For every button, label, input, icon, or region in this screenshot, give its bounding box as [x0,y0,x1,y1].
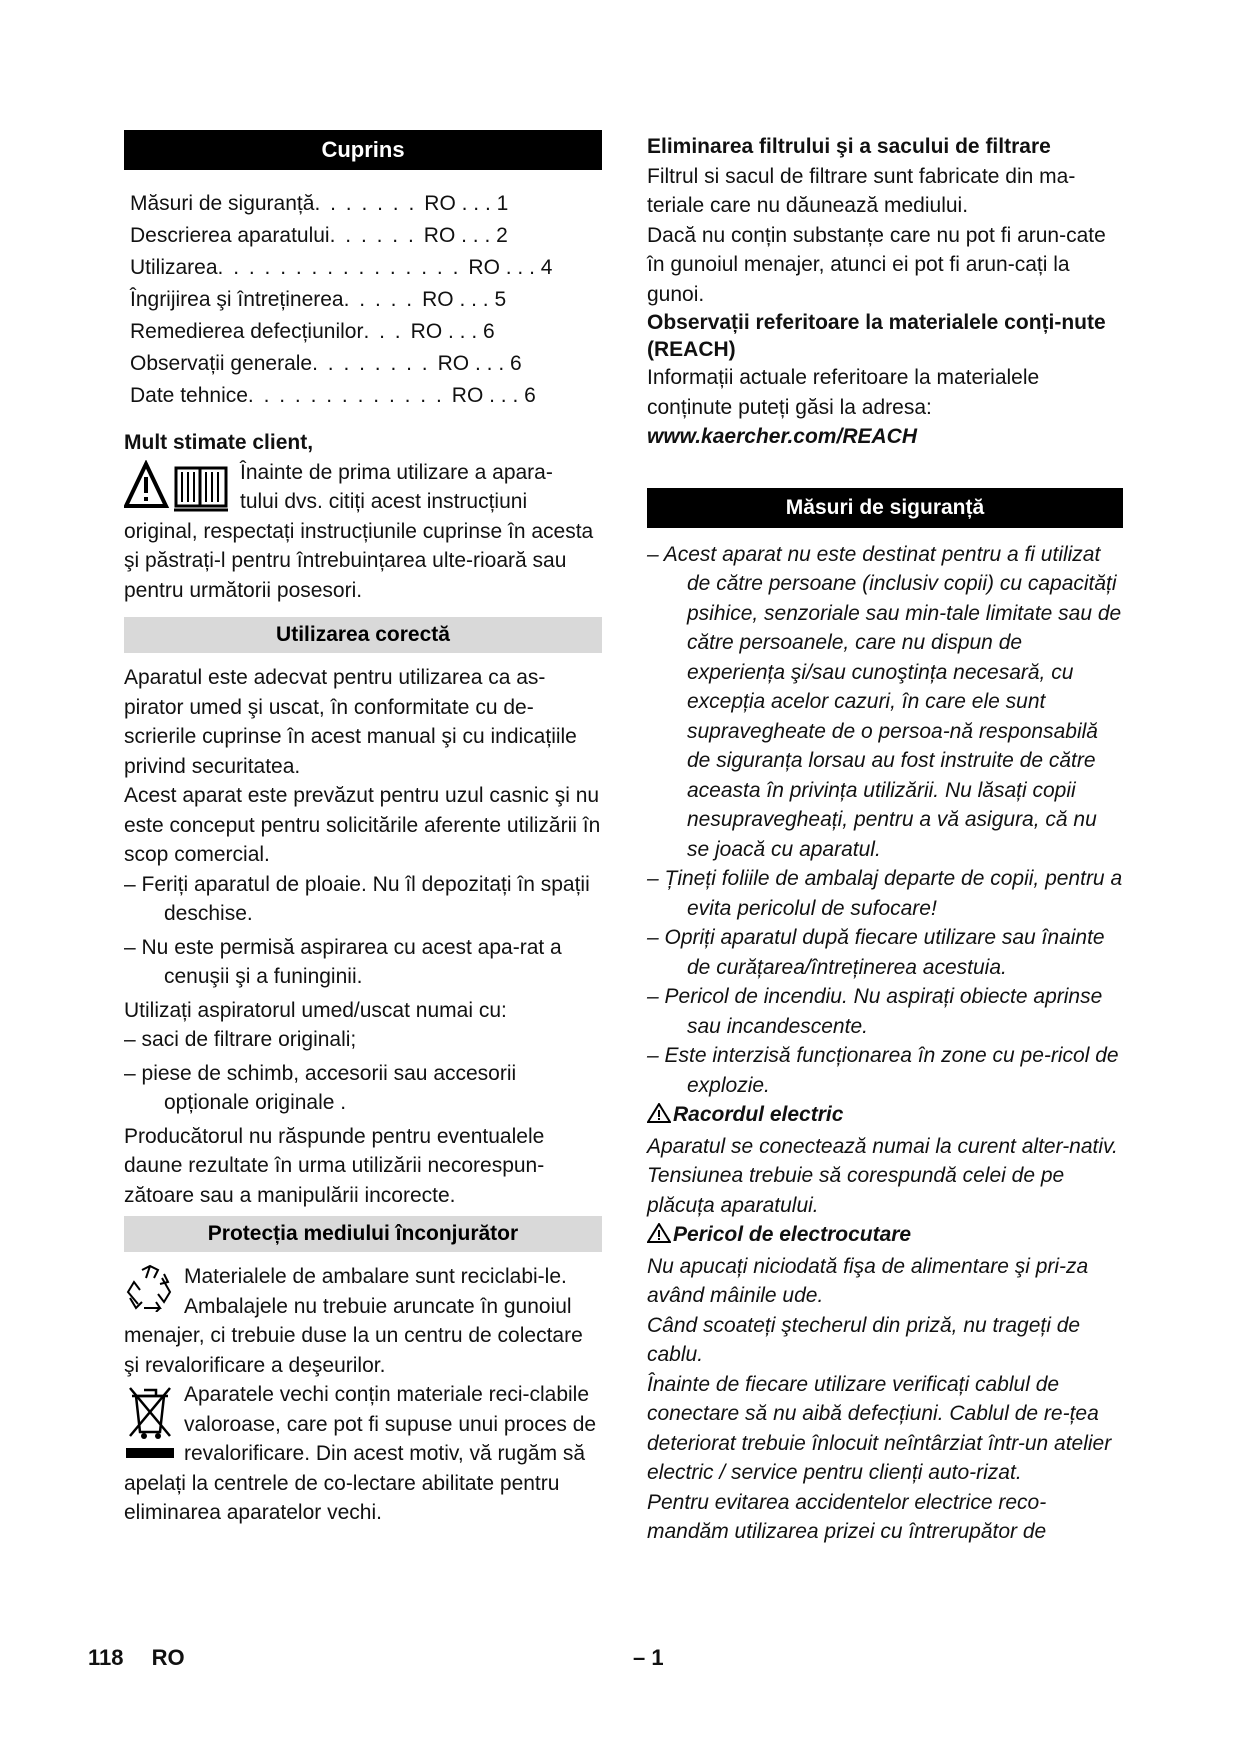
toc-entry-dots: . . . . . . . . . . . . . . . . [217,256,461,279]
intro-text: original, respectați instrucțiunile cuprinse în acesta şi păstrați-l pentru întrebuințarea ulte-rioară sau pentru următorii posesori. [124,519,594,602]
section-title-safety: Măsuri de siguranță [647,488,1123,528]
toc-entry [130,220,602,252]
intro-line-1: Înainte de prima utilizare a apara- [240,460,553,484]
reach-title: Observații referitoare la materialele conți-nute (REACH) [647,311,1106,361]
toc-entry-dots: . . . . . . . . . . . . . [247,384,444,407]
toc-entry-dots: . . . . . . . [314,192,417,215]
use-paragraph-3: Utilizați aspiratorul umed/uscat numai cu: [124,998,507,1022]
reach-paragraph: Informații actuale referitoare la materialele conținute puteți găsi la adresa: [647,366,1040,419]
section-title-correct-use: Utilizarea corectă [124,617,602,653]
use-paragraph-4: Producătorul nu răspunde pentru eventualele daune rezultate în urma utilizării necorespun-zătoare sau a manipulării incorecte. [124,1124,545,1207]
electric-connection-heading [647,1100,1123,1132]
toc-entry-name: Măsuri de siguranță [130,192,315,215]
electric-connection-paragraph: Aparatul se conectează numai la curent alter-nativ. Tensiunea trebuie să corespundă celei de pe plăcuța aparatului. [647,1134,1118,1217]
page-marker: – 1 [633,1645,664,1670]
safety-bullet-fire: – Pericol de incendiu. Nu aspirați obiecte aprinse sau incandescente. [647,985,1103,1038]
toc-entry-name: Descrierea aparatului [130,224,330,247]
table-of-contents [124,188,602,412]
toc-entry-name: Utilizarea [130,256,218,279]
warning-icon [647,1102,671,1132]
filter-paragraph-2: Dacă nu conțin substanțe care nu pot fi arun-cate în gunoiul menajer, atunci ei pot fi arun-cați la gunoi. [647,223,1106,306]
toc-entry [130,284,602,316]
toc-entry [130,348,602,380]
env-paragraph-1: Materialele de ambalare sunt reciclabi-le. Ambalajele nu trebuie aruncate în gunoiul menajer, ci trebuie duse la un centru de colectare şi revalorificare a deşeurilor. [124,1265,583,1377]
toc-entry [130,380,602,412]
toc-entry-ref: RO . . . 2 [423,224,508,247]
use-paragraph-2: Acest aparat este prevăzut pentru uzul casnic şi nu este conceput pentru solicitările aferente utilizării în scop comercial. [124,784,601,866]
electrocution-paragraph-4: Pentru evitarea accidentelor electrice reco-mandăm utilizarea prizei cu întrerupător de [647,1490,1047,1543]
toc-entry-dots: . . . . . . . . [312,352,430,375]
toc-entry-ref: RO . . . 1 [424,192,509,215]
toc-title: Cuprins [124,130,602,170]
electrocution-paragraph-3: Înainte de fiecare utilizare verificați cablul de conectare să nu aibă defecțiuni. Cablul de re-țea deteriorat trebuie înlocuit neîntârziat într-un atelier electric / service pentru clienți auto-rizat. [647,1372,1112,1484]
language-code: RO [151,1645,185,1670]
crossed-bin-icon [124,1382,176,1467]
use-paragraph-1: Aparatul este adecvat pentru utilizarea ca as-pirator umed şi uscat, în conformitate cu de-scrierile cuprinse în acest manual şi cu indicațiile privind securitatea. [124,666,577,778]
use-bullet-spare-parts: – piese de schimb, accesorii sau accesorii opționale originale . [124,1061,517,1114]
toc-entry-dots: . . . . . [343,288,415,311]
electrocution-title: Pericol de electrocutare [673,1223,912,1246]
electric-connection-title: Racordul electric [673,1103,844,1126]
toc-entry-dots: . . . . . . [329,224,416,247]
recycling-block [124,1262,602,1380]
use-bullet-rain: – Feriți aparatul de ploaie. Nu îl depozitați în spații deschise. [124,872,590,925]
page-number: 118 [88,1645,124,1670]
reach-link[interactable]: www.kaercher.com/REACH [647,425,917,448]
intro-line-2: tului dvs. citiți acest instrucțiuni [240,490,528,513]
toc-entry-name: Observații generale [130,352,313,375]
toc-entry-name: Date tehnice [130,384,248,407]
toc-entry-name: Îngrijirea şi întreținerea [130,288,344,311]
warning-icon [647,1222,671,1252]
weee-block [124,1380,602,1528]
toc-entry-ref: RO . . . 6 [437,352,522,375]
intro-block [124,458,602,606]
warning-manual-icon [124,460,232,517]
use-bullet-ash: – Nu este permisă aspirarea cu acest apa-rat a cenuşii şi a funinginii. [124,935,562,988]
toc-entry-name: Remedierea defecțiunilor [130,320,364,343]
toc-entry [130,188,602,220]
right-column [647,130,1123,1547]
toc-entry-ref: RO . . . 4 [468,256,553,279]
left-column [124,130,602,1528]
toc-entry-ref: RO . . . 6 [451,384,536,407]
use-bullet-filter-bags: – saci de filtrare originali; [124,1028,357,1051]
safety-bullet-foil: – Țineți foliile de ambalaj departe de copii, pentru a evita pericolul de sufocare! [647,867,1123,920]
safety-bullet-explosion: – Este interzisă funcționarea în zone cu pe-ricol de explozie. [647,1044,1119,1097]
filter-title: Eliminarea filtrului şi a sacului de filtrare [647,135,1051,158]
toc-entry [130,316,602,348]
safety-bullet-switch-off: – Opriți aparatul după fiecare utilizare sau înainte de curățarea/întreținerea acestuia. [647,926,1105,979]
filter-paragraph-1: Filtrul si sacul de filtrare sunt fabricate din ma-teriale care nu dăunează mediului. [647,164,1076,217]
env-paragraph-2: Aparatele vechi conțin materiale reci-clabile valoroase, care pot fi supuse unui proces de revalorificare. Din acest motiv, vă rugăm să apelați la centrele de co-lectare abilitate pentru eliminarea aparatelor vechi. [124,1383,597,1524]
toc-entry-ref: RO . . . 6 [410,320,495,343]
toc-entry [130,252,602,284]
electrocution-heading [647,1220,1123,1252]
safety-bullet-persons: – Acest aparat nu este destinat pentru a fi utilizat de către persoane (inclusiv copii) cu capacități psihice, senzoriale sau min-tale limitate sau de către persoanele, care nu dispun de experiența şi/sau cunoştința necesară, cu excepția acelor cazuri, în care ele sunt supravegheate de o persoa-nă responsabilă de siguranța lorsau au fost instruite de către aceasta în privința utilizării. Nu lăsați copii nesupravegheați, pentru a vă asigura, că nu se joacă cu aparatul. [647,542,1122,861]
section-title-environment: Protecția mediului înconjurător [124,1216,602,1252]
electrocution-paragraph-2: Când scoateți ştecherul din priză, nu trageți de cablu. [647,1313,1081,1366]
greeting: Mult stimate client, [124,431,314,454]
toc-entry-dots: . . . [363,320,403,343]
recycling-icon [124,1264,176,1317]
electrocution-paragraph-1: Nu apucați niciodată fişa de alimentare şi pri-za având mâinile ude. [647,1254,1089,1307]
footer-page-info [88,1645,185,1671]
toc-entry-ref: RO . . . 5 [422,288,507,311]
